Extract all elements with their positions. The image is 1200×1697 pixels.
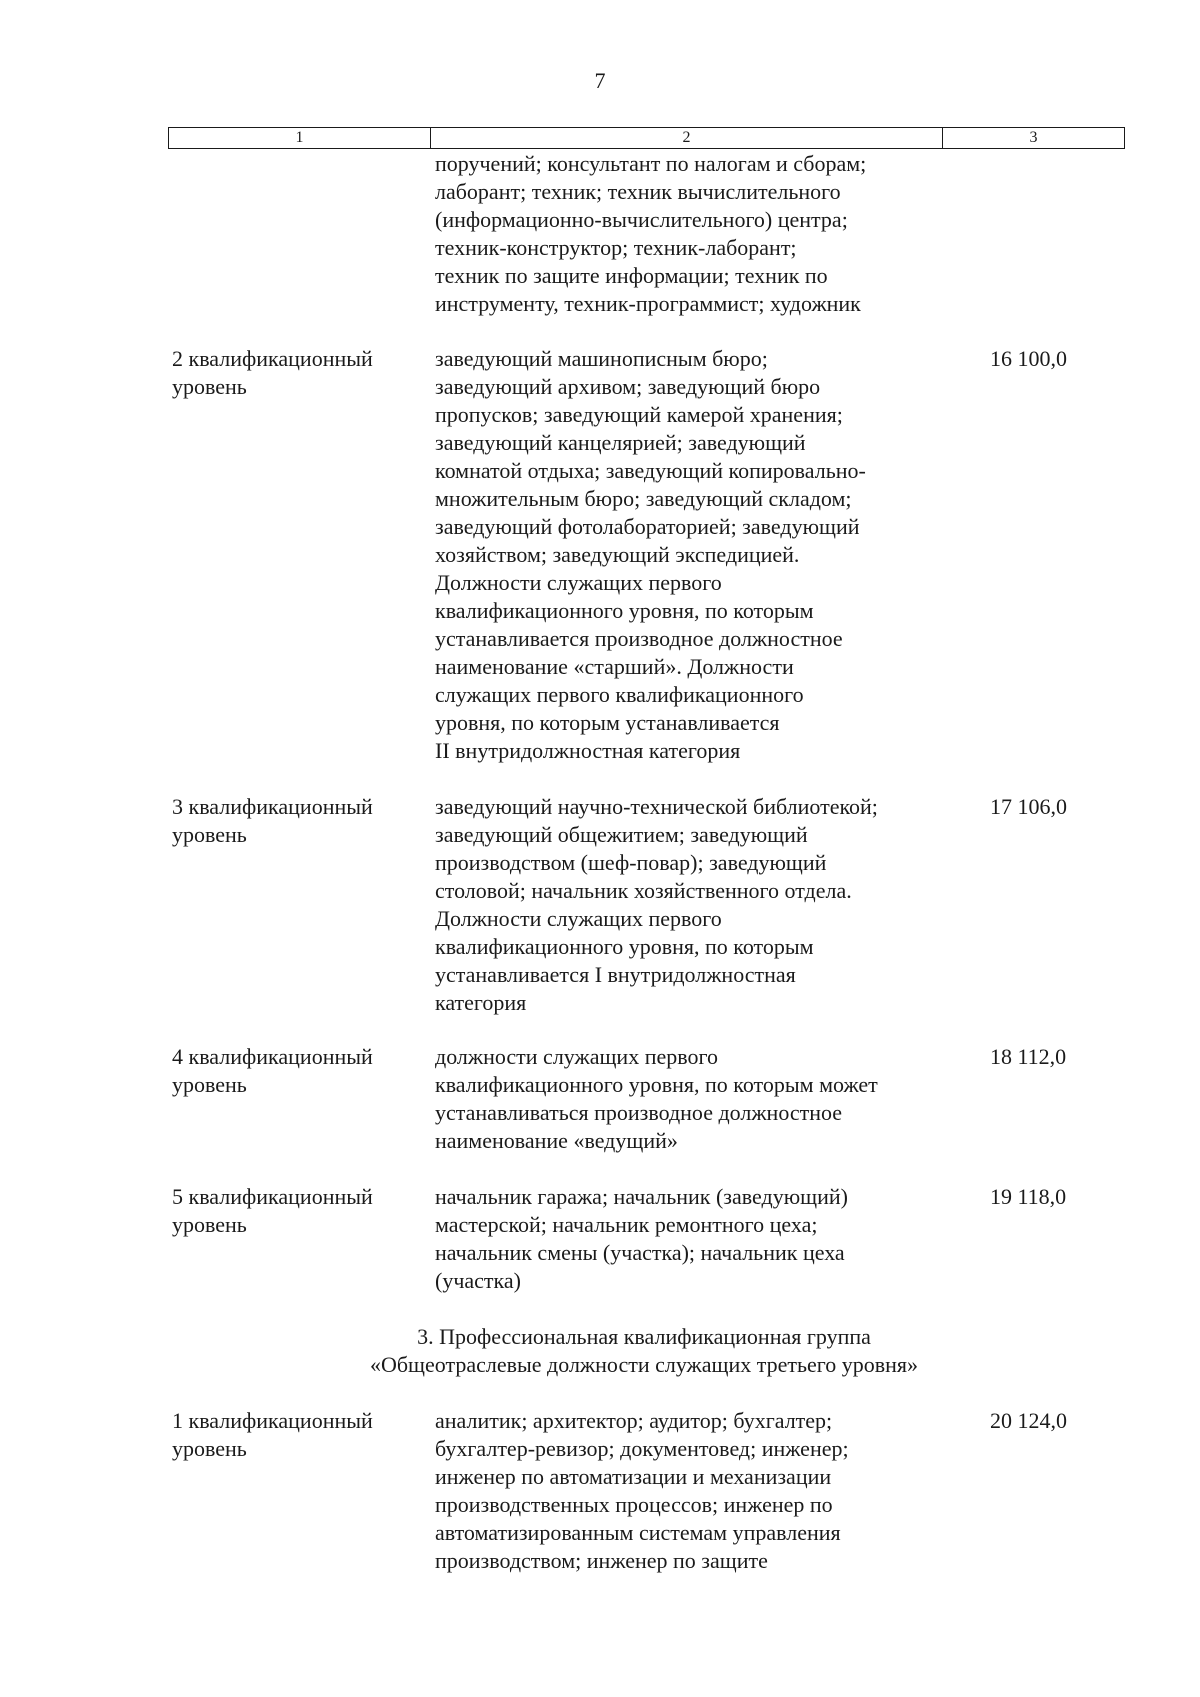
- salary-value: 19 118,0: [990, 1184, 1067, 1209]
- level-label: уровень: [172, 822, 247, 847]
- text-line: автоматизированным системам управления: [435, 1520, 841, 1545]
- text-line: хозяйством; заведующий экспедицией.: [435, 542, 800, 567]
- text-line: заведующий общежитием; заведующий: [435, 822, 808, 847]
- level-cell: [172, 345, 412, 401]
- text-line: квалификационного уровня, по которым: [435, 598, 814, 623]
- page-number: 7: [594, 68, 606, 93]
- salary-value: 17 106,0: [990, 794, 1067, 819]
- positions-cell: [435, 793, 955, 1017]
- text-line: аналитик; архитектор; аудитор; бухгалтер;: [435, 1408, 833, 1433]
- text-line: Должности служащих первого: [435, 906, 722, 931]
- level-label: 1 квалификационный: [172, 1408, 373, 1433]
- text-line: заведующий фотолабораторией; заведующий: [435, 514, 860, 539]
- continuation-positions: [435, 150, 955, 318]
- text-line: лаборант; техник; техник вычислительного: [435, 179, 841, 204]
- column-number-3: 3: [1029, 129, 1038, 146]
- level-label: 5 квалификационный: [172, 1184, 373, 1209]
- text-line: (участка): [435, 1268, 521, 1293]
- text-line: наименование «старший». Должности: [435, 654, 794, 679]
- level-label: уровень: [172, 1436, 247, 1461]
- level-cell: [172, 1183, 412, 1239]
- text-line: квалификационного уровня, по которым: [435, 934, 814, 959]
- text-line: множительным бюро; заведующий складом;: [435, 486, 852, 511]
- positions-cell: [435, 345, 955, 765]
- text-line: производством; инженер по защите: [435, 1548, 768, 1573]
- level-cell: [172, 1407, 412, 1463]
- text-line: служащих первого квалификационного: [435, 682, 804, 707]
- salary-value: 18 112,0: [990, 1044, 1067, 1069]
- text-line: заведующий канцелярией; заведующий: [435, 430, 806, 455]
- text-line: техник-конструктор; техник-лаборант;: [435, 235, 797, 260]
- level-label: уровень: [172, 374, 247, 399]
- positions-cell: [435, 1407, 955, 1575]
- text-line: техник по защите информации; техник по: [435, 263, 828, 288]
- text-line: уровня, по которым устанавливается: [435, 710, 780, 735]
- section-title-line: 3. Профессиональная квалификационная группа: [417, 1324, 871, 1349]
- text-line: должности служащих первого: [435, 1044, 718, 1069]
- text-line: инструменту, техник-программист; художник: [435, 291, 861, 316]
- text-line: категория: [435, 990, 527, 1015]
- text-line: мастерской; начальник ремонтного цеха;: [435, 1212, 818, 1237]
- text-line: комнатой отдыха; заведующий копировально-: [435, 458, 866, 483]
- text-line: устанавливается производное должностное: [435, 626, 843, 651]
- text-line: бухгалтер-ревизор; документовед; инженер;: [435, 1436, 849, 1461]
- text-line: заведующий научно-технической библиотекой;: [435, 794, 878, 819]
- salary-cell: [990, 1183, 1090, 1211]
- column-number-1: 1: [169, 128, 431, 148]
- text-line: квалификационного уровня, по которым может: [435, 1072, 878, 1097]
- text-line: поручений; консультант по налогам и сборам;: [435, 151, 867, 176]
- text-line: устанавливается I внутридолжностная: [435, 962, 796, 987]
- text-line: начальник смены (участка); начальник цеха: [435, 1240, 845, 1265]
- level-label: 3 квалификационный: [172, 794, 373, 819]
- salary-cell: [990, 345, 1090, 373]
- salary-cell: [990, 793, 1090, 821]
- text-line: пропусков; заведующий камерой хранения;: [435, 402, 843, 427]
- table-header-row: [168, 127, 1125, 149]
- salary-value: 20 124,0: [990, 1408, 1067, 1433]
- level-label: уровень: [172, 1072, 247, 1097]
- level-cell: [172, 1043, 412, 1099]
- salary-value: 16 100,0: [990, 346, 1067, 371]
- text-line: (информационно-вычислительного) центра;: [435, 207, 848, 232]
- text-line: Должности служащих первого: [435, 570, 722, 595]
- level-label: 2 квалификационный: [172, 346, 373, 371]
- text-line: столовой; начальник хозяйственного отдела.: [435, 878, 852, 903]
- level-label: уровень: [172, 1212, 247, 1237]
- text-line: заведующий машинописным бюро;: [435, 346, 768, 371]
- column-number-2: 2: [431, 128, 943, 148]
- level-label: 4 квалификационный: [172, 1044, 373, 1069]
- level-cell: [172, 793, 412, 849]
- positions-cell: [435, 1043, 955, 1155]
- text-line: производственных процессов; инженер по: [435, 1492, 833, 1517]
- text-line: II внутридолжностная категория: [435, 738, 741, 763]
- text-line: начальник гаража; начальник (заведующий): [435, 1184, 848, 1209]
- text-line: инженер по автоматизации и механизации: [435, 1464, 832, 1489]
- salary-cell: [990, 1043, 1090, 1071]
- text-line: наименование «ведущий»: [435, 1128, 678, 1153]
- text-line: устанавливаться производное должностное: [435, 1100, 843, 1125]
- positions-cell: [435, 1183, 955, 1295]
- section-heading: [0, 1323, 1200, 1379]
- text-line: производством (шеф-повар); заведующий: [435, 850, 827, 875]
- salary-cell: [990, 1407, 1090, 1435]
- text-line: заведующий архивом; заведующий бюро: [435, 374, 821, 399]
- section-title-line: «Общеотраслевые должности служащих третьего уровня»: [369, 1352, 919, 1377]
